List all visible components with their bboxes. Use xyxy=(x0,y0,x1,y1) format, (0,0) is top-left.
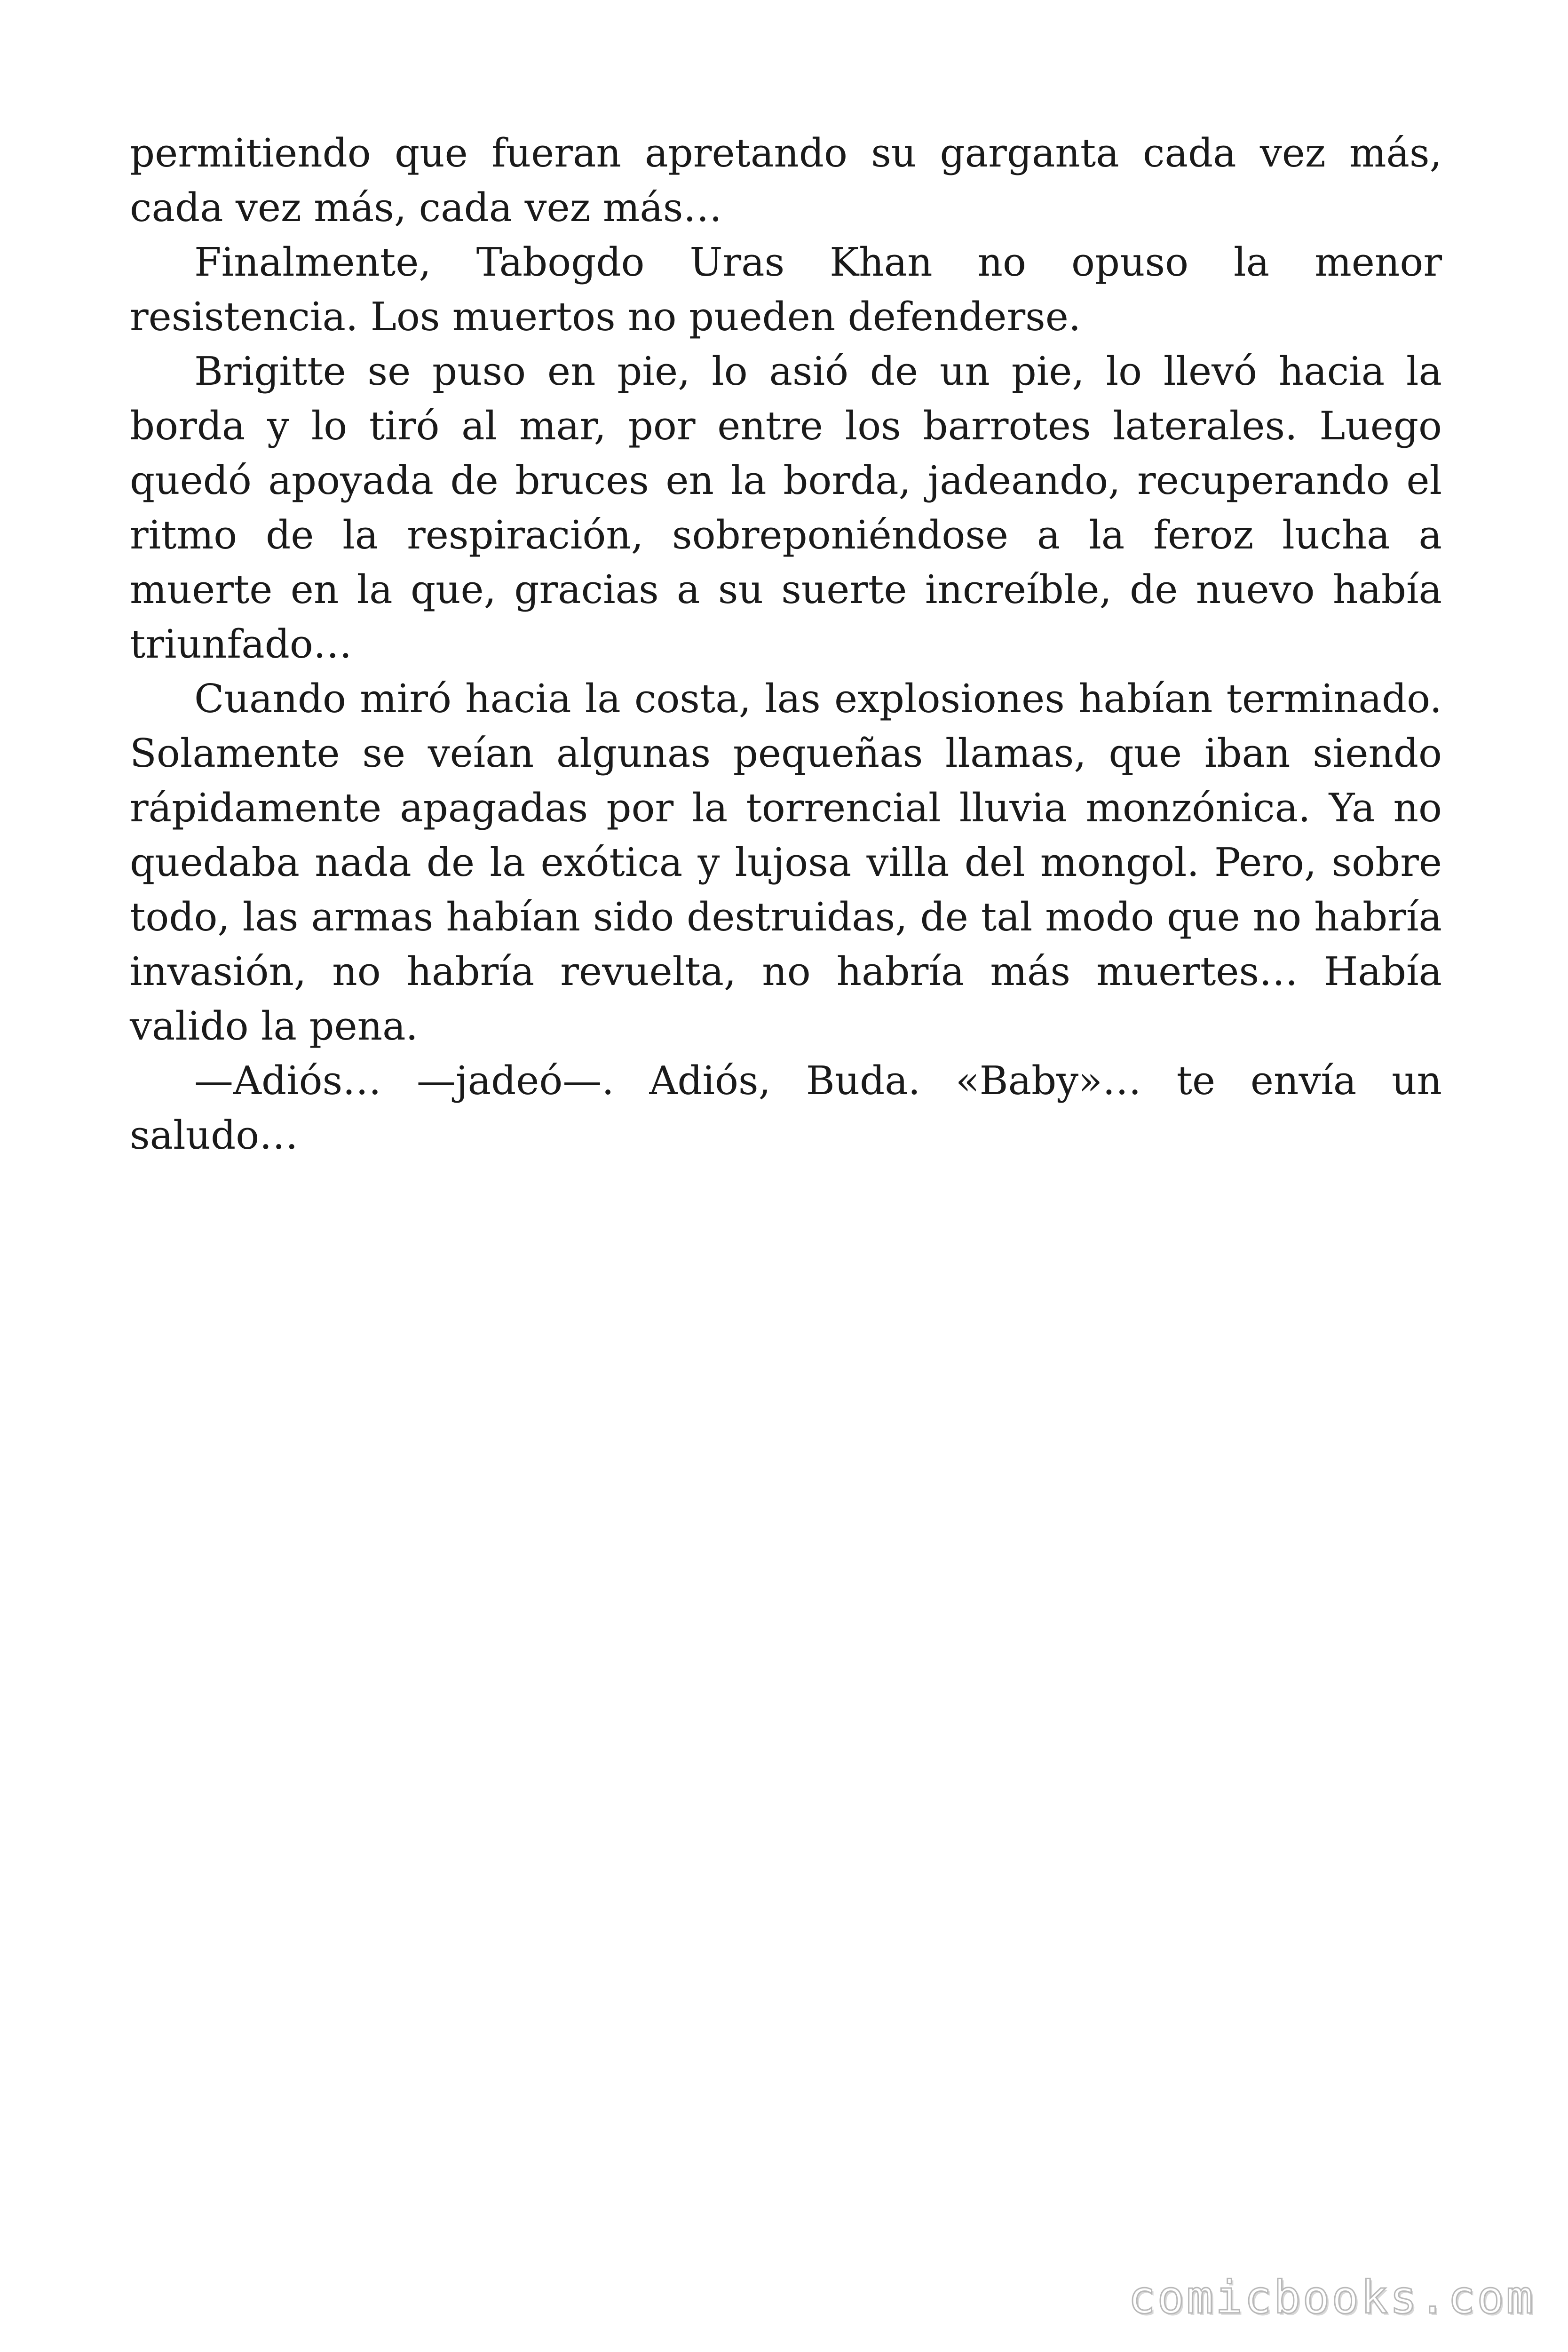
watermark-text: comicbooks.com xyxy=(1128,2271,1535,2324)
body-text xyxy=(130,126,1442,1163)
paragraph-resistance: Finalmente, Tabogdo Uras Khan no opuso la menor resistencia. Los muertos no pueden defenderse. xyxy=(130,239,1442,340)
paragraph-borda: Brigitte se puso en pie, lo asió de un pie, lo llevó hacia la borda y lo tiró al mar, por entre los barrotes laterales. Luego quedó apoyada de bruces en la borda, jadeando, recuperando el ritmo de la respiración, sobreponiéndose a la feroz lucha a muerte en la que, gracias a su suerte increíble, de nuevo había triunfado… xyxy=(130,349,1442,667)
paragraph-costa: Cuando miró hacia la costa, las explosiones habían terminado. Solamente se veían algunas pequeñas llamas, que iban siendo rápidamente apagadas por la torrencial lluvia monzónica. Ya no quedaba nada de la exótica y lujosa villa del mongol. Pero, sobre todo, las armas habían sido destruidas, de tal modo que no habría invasión, no habría revuelta, no habría más muertes… Había valido la pena. xyxy=(130,676,1442,1049)
paragraph-continuation: permitiendo que fueran apretando su garganta cada vez más, cada vez más, cada vez más… xyxy=(130,130,1442,230)
paragraph-farewell: —Adiós… —jadeó—. Adiós, Buda. «Baby»… te envía un saludo… xyxy=(130,1058,1442,1158)
